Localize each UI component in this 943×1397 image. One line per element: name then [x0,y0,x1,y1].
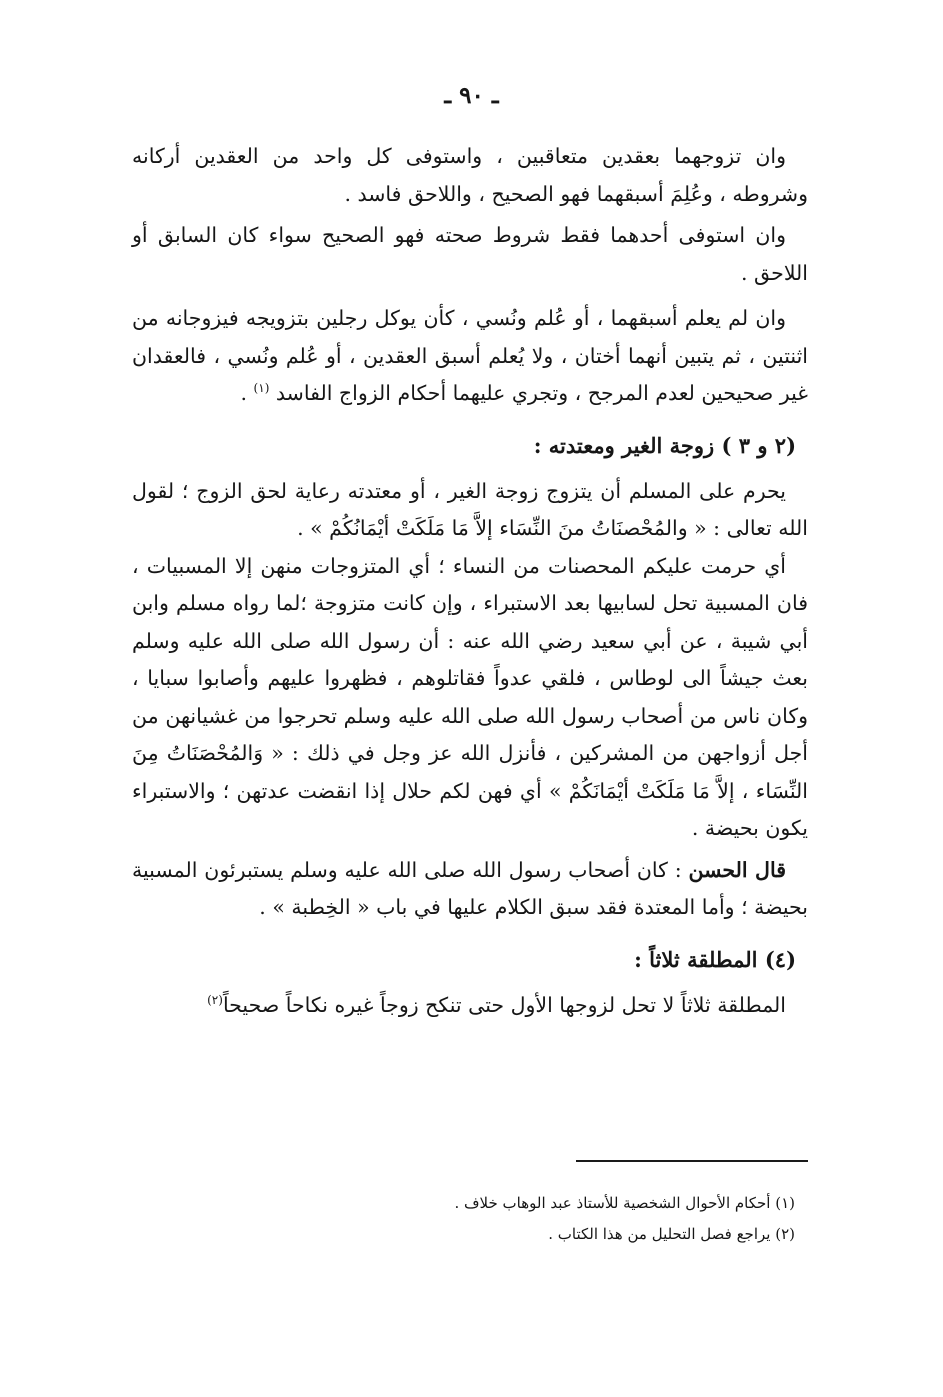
paragraph-3-end: . [240,381,254,405]
paragraph-hasan [132,852,808,927]
section-heading-married-woman: (٢ و ٣ ) زوجة الغير ومعتدته : [533,432,796,458]
paragraph-3 [132,300,808,413]
footnote-ref-1: (١) [253,381,270,396]
paragraph-triple-divorce [132,987,808,1025]
paragraph-hasan-text: : كان أصحاب رسول الله صلى الله عليه وسلم يستبرئون المسبية بحيضة ؛ وأما المعتدة فقد سبق الكلام عليها في باب « الخِطبة » . [132,857,808,919]
paragraph-2: وان استوفى أحدهما فقط شروط صحته فهو الصحيح سواء كان السابق أو اللاحق . [132,223,808,285]
footnote-1: (١) أحكام الأحوال الشخصية للأستاذ عبد الوهاب خلاف . [454,1194,795,1212]
footnote-divider [576,1160,808,1162]
paragraph-triple-divorce-text: المطلقة ثلاثاً لا تحل لزوجها الأول حتى تنكح زوجاً غيره نكاحاً صحيحاً [222,992,786,1017]
paragraph-prohibition: يحرم على المسلم أن يتزوج زوجة الغير ، أو معتدته رعاية لحق الزوج ؛ لقول الله تعالى : « والمُحْصنَاتُ منَ النِّسَاء إلاَّ مَا مَلَكَتْ أيْمَانُكُمْ » . [132,478,808,540]
page-number: ـ ٩٠ ـ [444,82,499,109]
main-text [132,138,808,1024]
paragraph-1: وان تزوجهما بعقدين متعاقبين ، واستوفى كل واحد من العقدين أركانه وشروطه ، وعُلِمَ أسبقهما فهو الصحيح ، واللاحق فاسد . [132,144,808,206]
paragraph-explanation: أي حرمت عليكم المحصنات من النساء ؛ أي المتزوجات منهن إلا المسبيات ، فان المسبية تحل لسابيها بعد الاستبراء ، وإن كانت متزوجة ؛لما رواه مسلم وابن أبي شيبة ، عن أبي سعيد رضي الله عنه : أن رسول الله صلى الله عليه وسلم بعث جيشاً الى لوطاس ، فلقي عدواً فقاتلوهم ، فظهروا عليهم وأصابوا سبايا ، وكان ناس من أصحاب رسول الله صلى الله عليه وسلم تحرجوا من غشيانهن من أجل أزواجهن من المشركين ، فأنزل الله عز وجل في ذلك : « وَالمُحْصَنَاتُ مِنَ النِّسَاء ، إلاَّ مَا مَلَكَتْ أيْمَانَكُمْ » أي فهن لكم حلال إذا انقضت عدتهن ؛ والاستبراء يكون بحيضة . [132,553,808,840]
paragraph-3-text: وان لم يعلم أسبقهما ، أو عُلم ونُسي ، كأن يوكل رجلين بتزويجه فيزوجانه من اثنتين ، ثم يتبين أنهما أختان ، ولا يُعلم أسبق العقدين ، أو عُلم ونُسي ، فالعقدان غير صحيحين لعدم المرجح ، وتجري عليهما أحكام الزواج الفاسد [132,306,808,405]
section-heading-triple-divorce: (٤) المطلقة ثلاثاً : [634,946,796,972]
footnotes [195,1188,795,1250]
speaker-label: قال الحسن [688,857,786,882]
footnote-2: (٢) يراجع فصل التحليل من هذا الكتاب . [548,1225,795,1243]
footnote-ref-2: (٢) [207,992,223,1007]
